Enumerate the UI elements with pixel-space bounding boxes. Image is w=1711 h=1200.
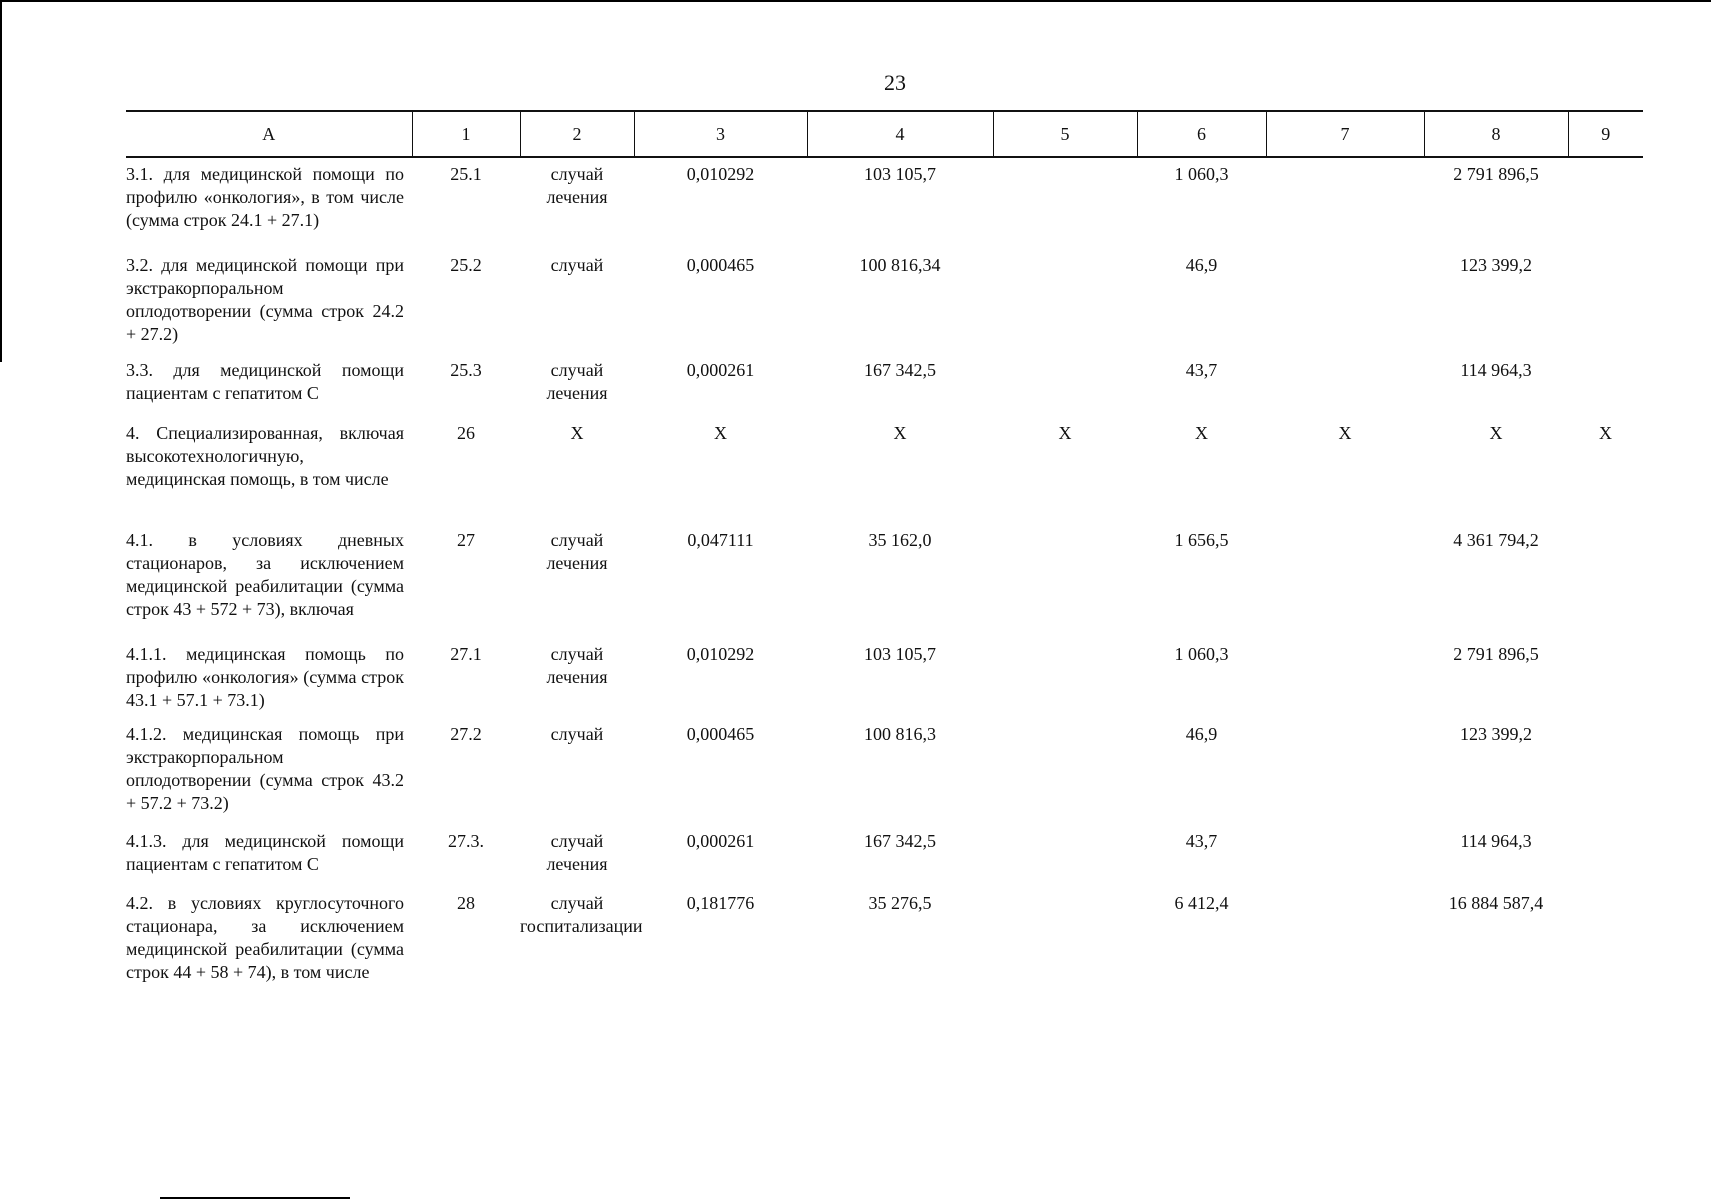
table-cell: 1 060,3 — [1174, 644, 1229, 664]
table-cell: Х — [1195, 423, 1208, 443]
table-cell: 46,9 — [1185, 255, 1218, 275]
table-cell: 2 791 896,5 — [1453, 644, 1539, 664]
table-cell — [1568, 249, 1643, 354]
row-label-cell: 3.1. для медицинской помощи по профилю «онкология», в том числе (сумма строк 24.1 + 27.1) — [126, 164, 404, 230]
row-label-cell: 4. Специализированная, включая высокотехнологичную, медицинская помощь, в том числе — [126, 423, 404, 489]
table-cell — [993, 524, 1137, 638]
table-cell: 100 816,34 — [859, 255, 941, 275]
row-label-cell: 3.2. для медицинской помощи при экстракорпоральном оплодотворении (сумма строк 24.2 + 27.2) — [126, 255, 404, 344]
table-cell: 27.3. — [448, 831, 484, 851]
table-row — [126, 825, 1643, 887]
table-cell — [1266, 887, 1424, 1007]
table-cell — [1266, 157, 1424, 249]
table-cell: 0,047111 — [687, 530, 754, 550]
table-row — [126, 417, 1643, 524]
table-cell: 1 060,3 — [1174, 164, 1229, 184]
table-cell — [993, 718, 1137, 825]
row-label-cell: 4.1. в условиях дневных стационаров, за исключением медицинской реабилитации (сумма строк 43 + 572 + 73), включая — [126, 530, 404, 619]
table-row — [126, 718, 1643, 825]
table-row — [126, 249, 1643, 354]
table-cell — [1568, 524, 1643, 638]
table-cell: 0,010292 — [686, 644, 755, 664]
table-cell: Х — [714, 423, 727, 443]
table-cell: 2 791 896,5 — [1453, 164, 1539, 184]
data-table — [126, 110, 1643, 1007]
table-cell: 4 361 794,2 — [1453, 530, 1539, 550]
column-header: 5 — [993, 111, 1137, 157]
table-cell: 123 399,2 — [1460, 724, 1532, 744]
table-row — [126, 524, 1643, 638]
row-label-cell: 4.1.3. для медицинской помощи пациентам с гепатитом С — [126, 831, 404, 874]
table-cell: 16 884 587,4 — [1448, 893, 1544, 913]
table-cell — [1568, 157, 1643, 249]
table-cell — [993, 825, 1137, 887]
table-cell: 27.2 — [450, 724, 482, 744]
table-cell: 27 — [457, 530, 475, 550]
table-cell: случай — [550, 255, 604, 275]
table-cell — [1568, 638, 1643, 718]
scan-mark-bottom — [160, 1197, 350, 1199]
table-cell: 35 276,5 — [868, 893, 932, 913]
column-header: 9 — [1568, 111, 1643, 157]
table-cell — [1266, 825, 1424, 887]
table-cell: 123 399,2 — [1460, 255, 1532, 275]
table-cell: 0,000261 — [686, 360, 755, 380]
column-header: 3 — [634, 111, 807, 157]
table-cell — [1266, 354, 1424, 417]
table-row — [126, 887, 1643, 1007]
column-header: А — [126, 111, 412, 157]
table-cell: 26 — [457, 423, 475, 443]
table-cell — [993, 354, 1137, 417]
table-cell: 25.1 — [450, 164, 482, 184]
table-cell — [1568, 825, 1643, 887]
table-cell: Х — [570, 423, 584, 443]
column-header: 6 — [1137, 111, 1266, 157]
table-cell: 167 342,5 — [864, 831, 936, 851]
table-cell: 0,000465 — [686, 724, 755, 744]
table-cell: Х — [1489, 423, 1503, 443]
table-cell: 0,181776 — [686, 893, 755, 913]
table-cell: 6 412,4 — [1174, 893, 1229, 913]
table-cell: 103 105,7 — [864, 644, 936, 664]
page-number: 23 — [884, 70, 906, 95]
table-cell: 27.1 — [450, 644, 482, 664]
table-cell: Х — [1599, 423, 1612, 443]
table-cell — [1568, 887, 1643, 1007]
table-cell: 0,000261 — [686, 831, 755, 851]
table-cell: Х — [893, 423, 907, 443]
header-row — [126, 111, 1643, 157]
table-cell: случай лечения — [546, 164, 608, 207]
table-cell: Х — [1058, 423, 1072, 443]
table-cell: случай лечения — [546, 360, 608, 403]
table-cell — [1266, 249, 1424, 354]
table-cell — [993, 157, 1137, 249]
table-cell: 0,000465 — [686, 255, 755, 275]
table-cell: 1 656,5 — [1174, 530, 1229, 550]
table-cell: 46,9 — [1185, 724, 1218, 744]
table-cell: случай госпитализации — [520, 893, 643, 936]
table-cell — [993, 638, 1137, 718]
table-cell — [1266, 638, 1424, 718]
table-cell: случай лечения — [546, 831, 608, 874]
column-header: 1 — [412, 111, 520, 157]
scan-edge-left — [0, 0, 2, 362]
table-cell — [1266, 524, 1424, 638]
table-cell: Х — [1338, 423, 1352, 443]
table-cell: 0,010292 — [686, 164, 755, 184]
table-cell: случай лечения — [546, 644, 608, 687]
row-label-cell: 4.1.1. медицинская помощь по профилю «онкология» (сумма строк 43.1 + 57.1 + 73.1) — [126, 644, 404, 710]
row-label-cell: 3.3. для медицинской помощи пациентам с гепатитом С — [126, 360, 404, 403]
table-cell: 114 964,3 — [1460, 831, 1532, 851]
column-header: 8 — [1424, 111, 1568, 157]
table-cell: 43,7 — [1185, 831, 1218, 851]
table-row — [126, 157, 1643, 249]
table-cell: случай — [550, 724, 604, 744]
table-cell — [1568, 718, 1643, 825]
table-cell — [993, 249, 1137, 354]
table-row — [126, 354, 1643, 417]
table-cell: 25.2 — [450, 255, 482, 275]
table-cell: 35 162,0 — [868, 530, 932, 550]
scan-edge-top — [0, 0, 1711, 2]
table-cell: случай лечения — [546, 530, 608, 573]
row-label-cell: 4.1.2. медицинская помощь при экстракорпоральном оплодотворении (сумма строк 43.2 + 57.2 + 73.2) — [126, 724, 404, 813]
table-cell: 100 816,3 — [864, 724, 936, 744]
table-cell: 103 105,7 — [864, 164, 936, 184]
table-cell: 28 — [457, 893, 475, 913]
table-cell — [1568, 354, 1643, 417]
table-cell: 43,7 — [1185, 360, 1218, 380]
column-header: 7 — [1266, 111, 1424, 157]
column-header: 4 — [807, 111, 993, 157]
table-cell: 167 342,5 — [864, 360, 936, 380]
table-row — [126, 638, 1643, 718]
table-cell: 25.3 — [450, 360, 482, 380]
column-header: 2 — [520, 111, 634, 157]
table-cell — [1266, 718, 1424, 825]
table-cell — [993, 887, 1137, 1007]
table-cell: 114 964,3 — [1460, 360, 1532, 380]
row-label-cell: 4.2. в условиях круглосуточного стационара, за исключением медицинской реабилитации (сумма строк 44 + 58 + 74), в том числе — [126, 893, 404, 982]
